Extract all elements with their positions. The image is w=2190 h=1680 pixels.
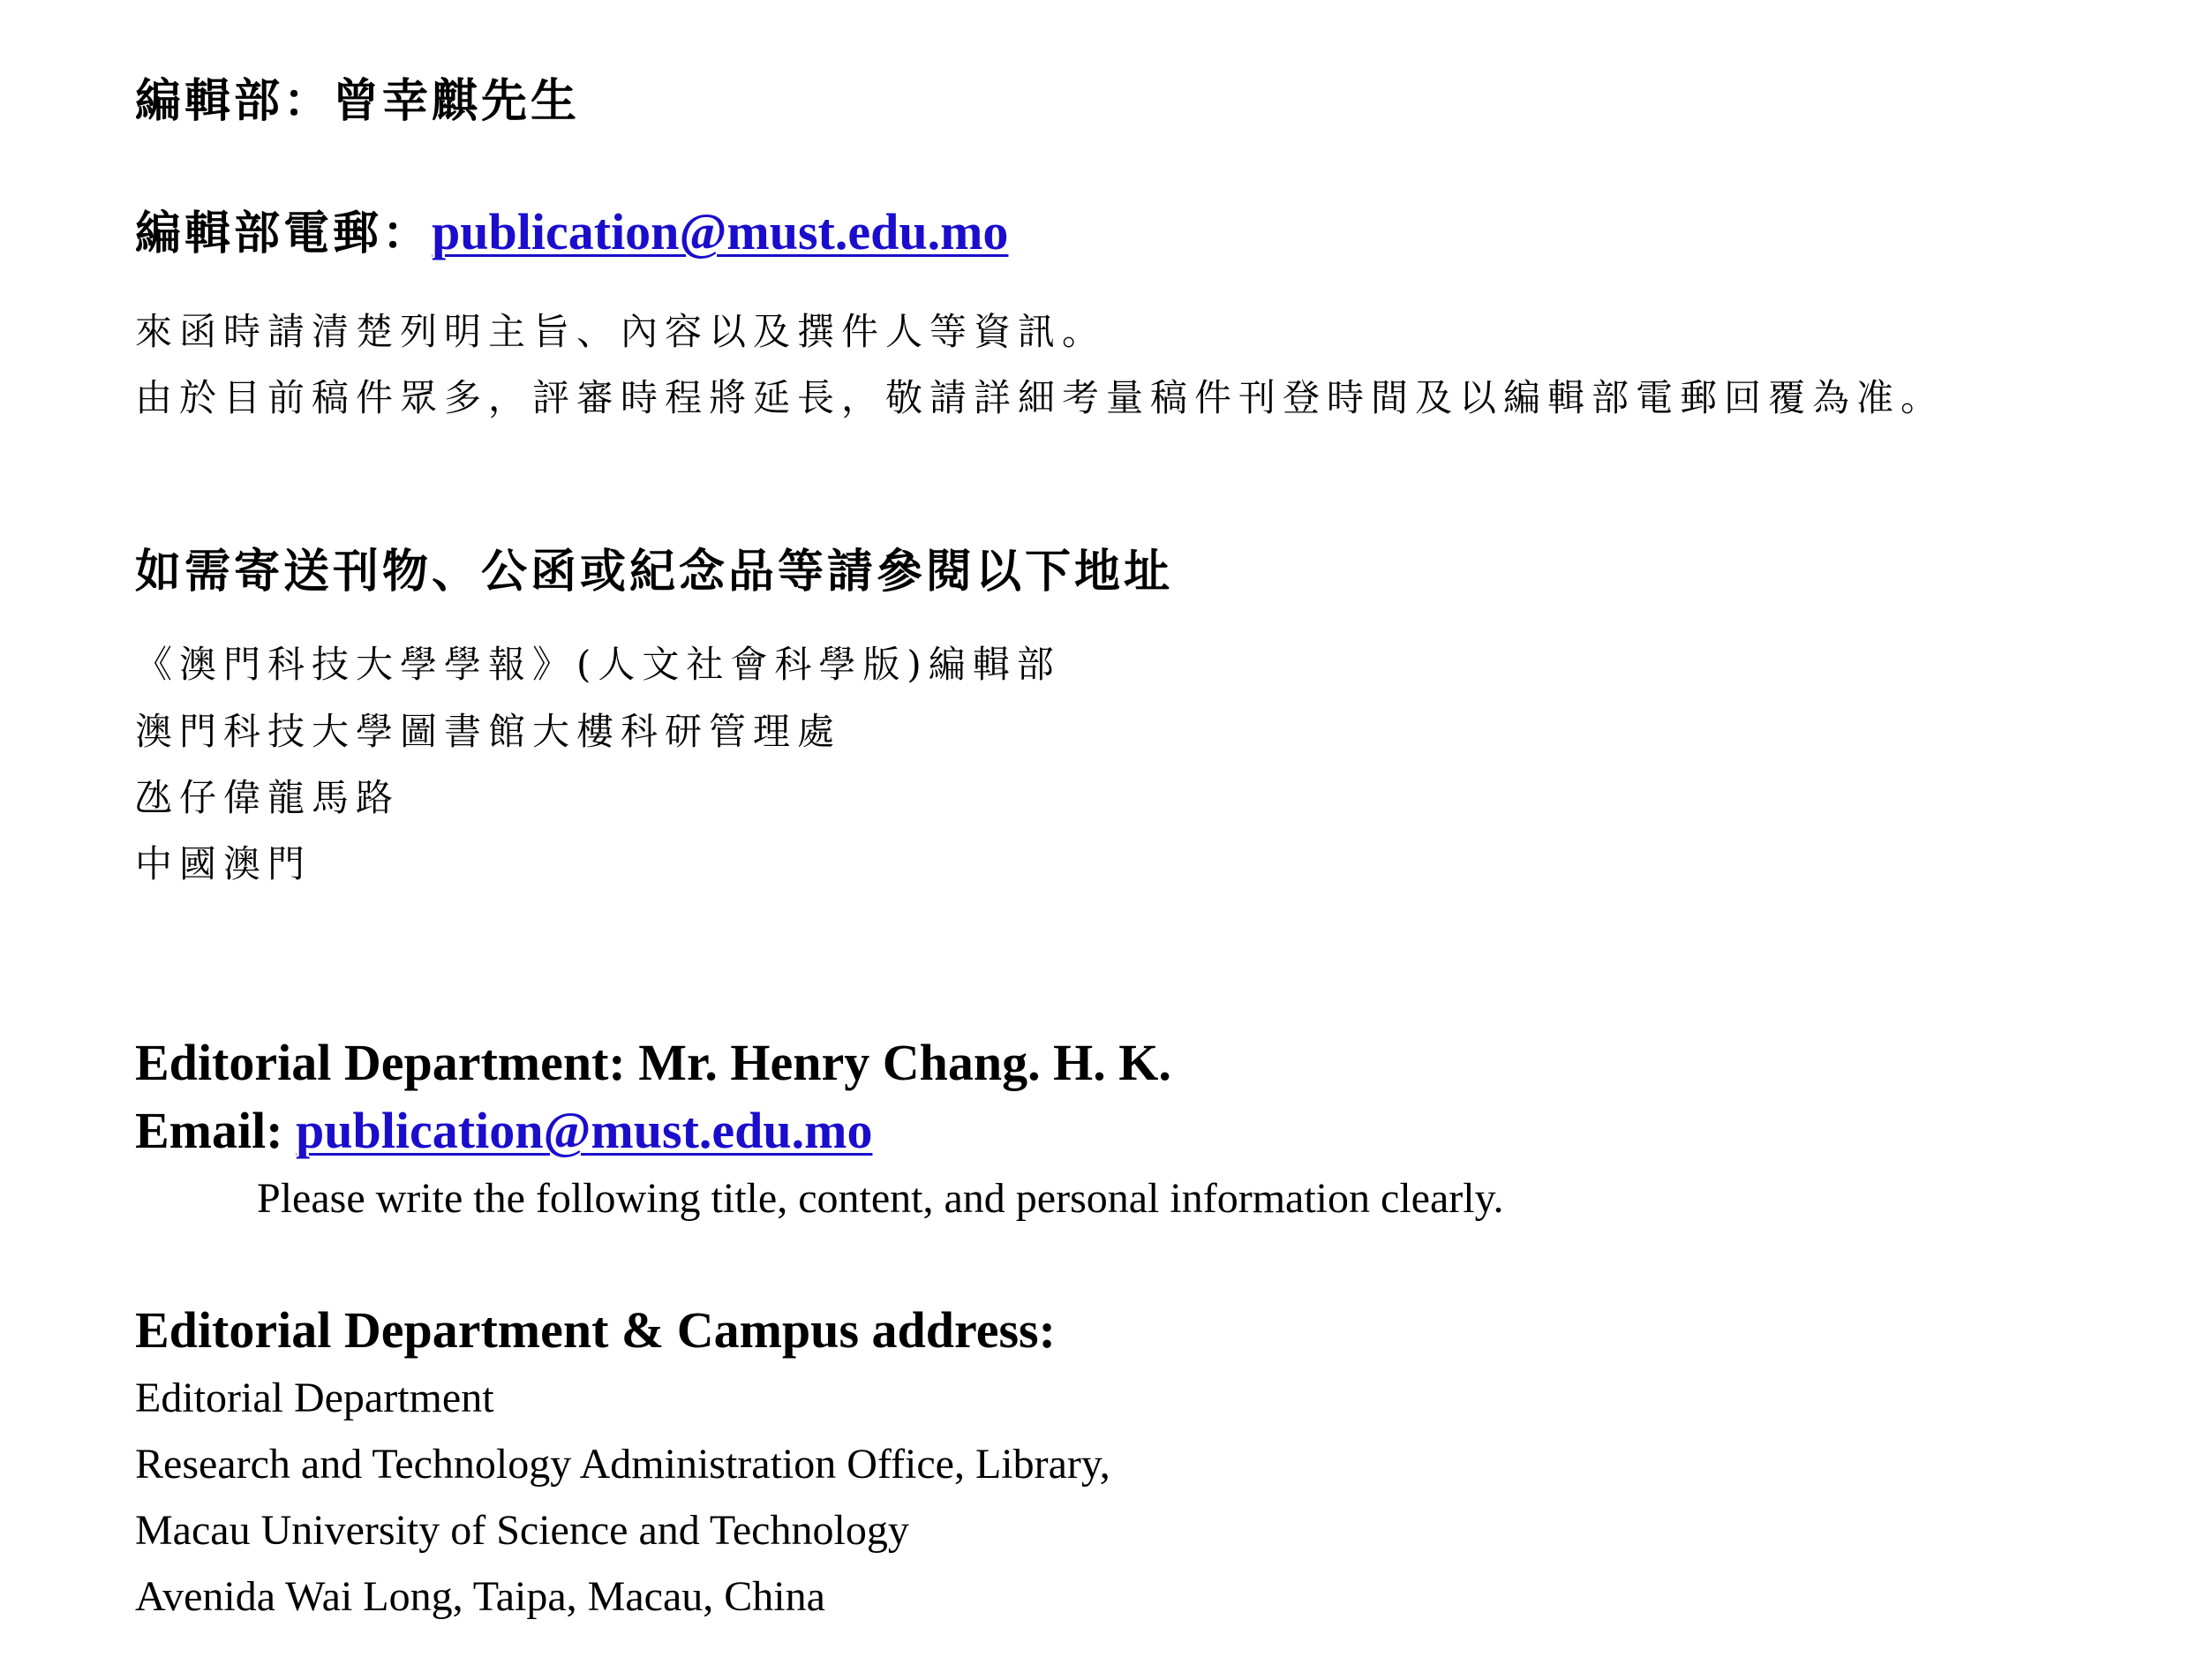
zh-address-heading: 如需寄送刊物、公函或紀念品等請參閱以下地址 [135,545,1174,599]
zh-email-line [135,196,1008,262]
zh-email-label: 編輯部電郵： [135,207,433,260]
zh-address-line-2: 澳門科技大學圖書館大樓科研管理處 [135,710,842,753]
en-address-line-4: Avenida Wai Long, Taipa, Macau, China [135,1573,825,1620]
en-address-heading: Editorial Department & Campus address: [135,1301,1056,1359]
zh-editor-name: 曾幸麒先生 [333,74,581,128]
en-address-line-3: Macau University of Science and Technology [135,1507,909,1554]
en-email-label: Email: [135,1102,297,1159]
zh-editor-line [135,64,580,130]
en-email-link[interactable]: publication@must.edu.mo [296,1102,873,1159]
zh-note-line-2: 由於目前稿件眾多，評審時程將延長，敬請詳細考量稿件刊登時間及以編輯部電郵回覆為准。 [135,376,1945,419]
zh-address-line-4: 中國澳門 [135,842,312,885]
en-note: Please write the following title, content, and personal information clearly. [257,1175,1504,1222]
zh-email-link[interactable]: publication@must.edu.mo [432,203,1009,260]
en-editor-line: Editorial Department: Mr. Henry Chang. H. K. [135,1034,1171,1091]
en-address-line-2: Research and Technology Administration Office, Library, [135,1441,1110,1488]
en-address-line-1: Editorial Department [135,1375,494,1421]
en-email-line [135,1101,872,1160]
zh-note-line-1: 來函時請清楚列明主旨、內容以及撰件人等資訊。 [135,310,1107,353]
zh-address-line-3: 氹仔偉龍馬路 [135,776,401,819]
zh-address-line-1: 《澳門科技大學學報》(人文社會科學版)編輯部 [135,643,1061,686]
zh-editor-label: 編輯部： [135,74,334,128]
